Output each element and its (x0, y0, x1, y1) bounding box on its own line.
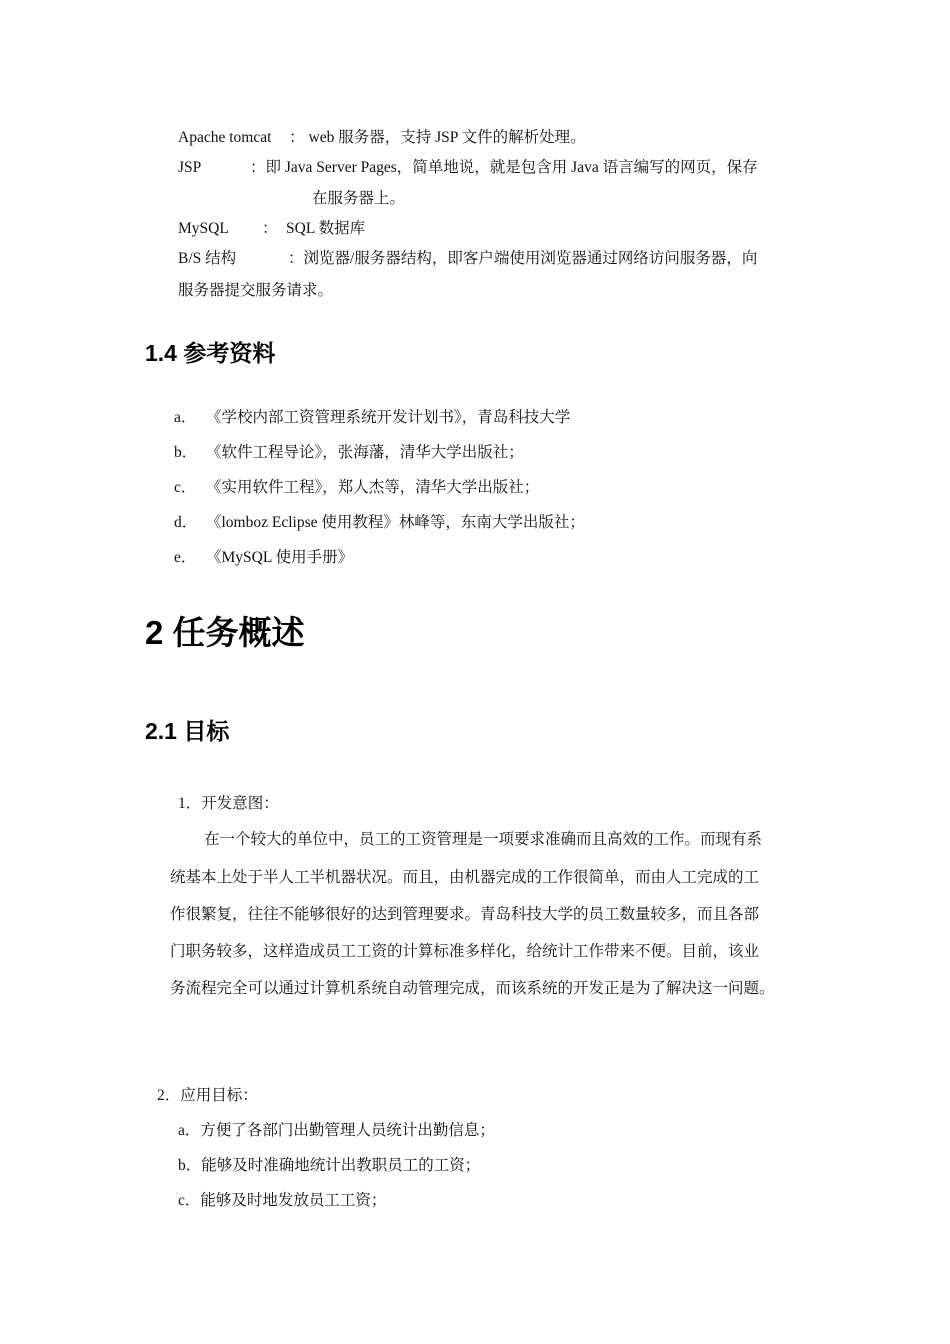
reference-label: b． (174, 444, 198, 461)
intent-line: 门职务较多，这样造成员工工资的计算标准多样化，给统计工作带来不便。目前，该业 (170, 943, 760, 960)
term-definition: 即 Java Server Pages，简单地说，就是包含用 Java 语言编写的网页，保存 (265, 159, 758, 176)
intent-line: 统基本上处于半人工半机器状况。而且，由机器完成的工作很简单，而由人工完成的工 (170, 869, 760, 886)
reference-text: 《学校内部工资管理系统开发计划书》，青岛科技大学 (206, 409, 571, 426)
term-label: MySQL (178, 220, 229, 237)
goal-item: b．能够及时准确地统计出教职员工的工资； (178, 1157, 481, 1174)
reference-label: d． (174, 514, 198, 531)
term-definition: web 服务器，支持 JSP 文件的解析处理。 (308, 129, 586, 146)
term-separator: ： (262, 220, 278, 237)
intent-heading: 1．开发意图： (178, 795, 279, 812)
chapter-number: 2 (145, 614, 164, 651)
reference-text: 《软件工程导论》，张海藩，清华大学出版社； (206, 444, 524, 461)
term-bs-cont: 服务器提交服务请求。 (178, 282, 334, 299)
reference-text: 《MySQL 使用手册》 (206, 549, 354, 566)
goals-heading: 2．应用目标： (157, 1087, 258, 1104)
reference-item (174, 408, 570, 428)
goal-item: a．方便了各部门出勤管理人员统计出勤信息； (178, 1122, 495, 1139)
section-heading-2-1: 2.1 目标 (145, 718, 230, 744)
term-separator: ： (289, 129, 305, 146)
term-label: B/S 结构 (178, 250, 237, 267)
goal-item: c．能够及时地发放员工工资； (178, 1192, 387, 1209)
chapter-title: 任务概述 (172, 614, 305, 651)
reference-label: a． (174, 409, 197, 426)
term-jsp-cont: 在服务器上。 (312, 190, 406, 207)
reference-text: 《实用软件工程》，郑人杰等，清华大学出版社； (206, 479, 540, 496)
intent-line: 作很繁复，往往不能够很好的达到管理要求。青岛科技大学的员工数量较多，而且各部 (170, 906, 760, 923)
term-definition: 浏览器/服务器结构，即客户端使用浏览器通过网络访问服务器，向 (303, 250, 758, 267)
term-separator: ： (288, 250, 304, 267)
intent-line: 在一个较大的单位中，员工的工资管理是一项要求准确而且高效的工作。而现有系 (204, 831, 763, 848)
reference-item (174, 513, 585, 533)
chapter-heading-2 (145, 613, 305, 653)
term-mysql (178, 219, 365, 239)
intent-line: 务流程完全可以通过计算机系统自动管理完成，而该系统的开发正是为了解决这一问题。 (170, 980, 775, 997)
reference-label: e． (174, 549, 197, 566)
term-apache (178, 128, 586, 148)
reference-item (174, 443, 524, 463)
term-definition: SQL 数据库 (286, 220, 366, 237)
term-separator: ： (250, 159, 266, 176)
reference-item (174, 548, 353, 568)
term-label: Apache tomcat (178, 129, 272, 146)
reference-label: c． (174, 479, 197, 496)
section-heading-1-4: 1.4 参考资料 (145, 340, 276, 366)
term-bs (178, 249, 757, 269)
term-jsp (178, 158, 758, 178)
term-label: JSP (178, 159, 202, 176)
reference-text: 《lomboz Eclipse 使用教程》林峰等，东南大学出版社； (206, 514, 585, 531)
reference-item (174, 478, 539, 498)
